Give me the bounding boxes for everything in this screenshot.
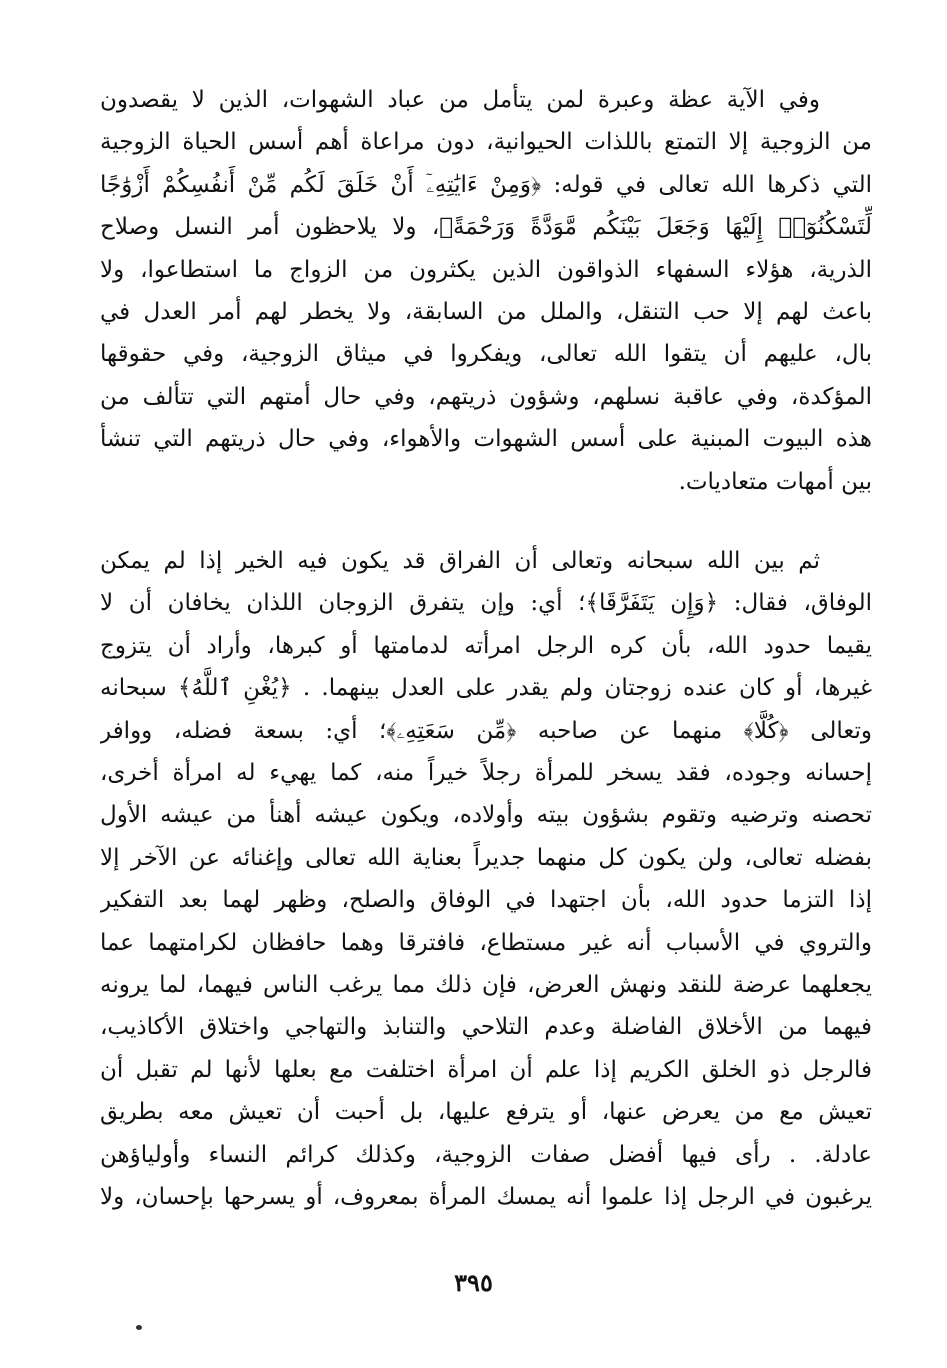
paragraph-1-line: باعث لهم إلا حب التنقل، والملل من السابقة، ولا يخطر لهم أمر العدل في [100, 299, 872, 326]
paragraph-1-line: وفي الآية عظة وعبرة لمن يتأمل من عباد الشهوات، الذين لا يقصدون [100, 87, 820, 113]
paragraph-2-line: الوفاق، فقال: ﴿وَإِن يَتَفَرَّقَا﴾؛ أي: وإن يتفرق الزوجان اللذان يخافان أن لا [100, 590, 872, 617]
paragraph-1-line: التي ذكرها الله تعالى في قوله: ﴿وَمِنْ ءَايَٰتِهِۦٓ أَنْ خَلَقَ لَكُم مِّنْ أَنفُسِكُمْ أَزْوَٰجًا [100, 171, 872, 198]
paragraph-1-line: بين أمهات متعاديات. [678, 468, 872, 495]
paragraph-2-line: يقيما حدود الله، بأن كره الرجل امرأته لدمامتها أو كبرها، وأراد أن يتزوج [100, 632, 872, 659]
paragraph-2-line: إحسانه وجوده، فقد يسخر للمرأة رجلاً خيراً منه، كما يهيء له امرأة أخرى، [100, 760, 872, 787]
paragraph-2-line: وتعالى ﴿كُلًّا﴾ منهما عن صاحبه ﴿مِّن سَعَتِهِۦ﴾؛ أي: بسعة فضله، ووافر [100, 717, 872, 744]
paragraph-2-line: غيرها، أو كان عنده زوجتان ولم يقدر على العدل بينهما. . ﴿يُغْنِ ٱللَّهُ﴾ سبحانه [100, 675, 872, 702]
paragraph-1-line: من الزوجية إلا التمتع باللذات الحيوانية، دون مراعاة أهم أسس الحياة الزوجية [100, 129, 872, 156]
paragraph-2-line: فيهما من الأخلاق الفاضلة وعدم التلاحي والتنابذ والتهاجي واختلاق الأكاذيب، [100, 1014, 872, 1041]
paragraph-2-line: تحصنه وترضيه وتقوم بشؤون بيته وأولاده، ويكون عيشه أهنأ من عيشه الأول [100, 802, 872, 829]
paragraph-2-line: بفضله تعالى، ولن يكون كل منهما جديراً بعناية الله تعالى وإغنائه عن الآخر إلا [100, 844, 872, 871]
paragraph-1-line: الذرية، هؤلاء السفهاء الذواقون الذين يكثرون من الزواج ما استطاعوا، ولا [100, 256, 872, 283]
paragraph-2-line: والتروي في الأسباب أنه غير مستطاع، فافترقا وهما حافظان لكرامتهما عما [100, 929, 872, 956]
paragraph-2-line: يجعلهما عرضة للنقد ونهش العرض، فإن ذلك مما يرغب الناس فيهما، لما يرونه [100, 972, 872, 999]
paragraph-2-line: يرغبون في الرجل إذا علموا أنه يمسك المرأة بمعروف، أو يسرحها بإحسان، ولا [100, 1184, 872, 1211]
paragraph-2 [100, 540, 872, 1219]
paragraph-1 [100, 79, 872, 503]
paragraph-2-line: تعيش مع من يعرض عنها، أو يترفع عليها، بل أحبت أن تعيش معه بطريق [100, 1099, 872, 1126]
paragraph-2-line: ثم بين الله سبحانه وتعالى أن الفراق قد يكون فيه الخير إذا لم يمكن [100, 548, 820, 574]
paragraph-1-line: هذه البيوت المبنية على أسس الشهوات والأهواء، وفي حال ذريتهم التي تنشأ [100, 426, 872, 453]
paragraph-2-line: عادلة. . رأى فيها أفضل صفات الزوجية، وكذلك كرائم النساء وأولياؤهن [100, 1141, 872, 1168]
paragraph-1-line: المؤكدة، وفي عاقبة نسلهم، وشؤون ذريتهم، وفي حال أمتهم التي تتألف من [100, 383, 872, 410]
paragraph-1-line: لِّتَسْكُنُوٓا۟ إِلَيْهَا وَجَعَلَ بَيْنَكُم مَّوَدَّةً وَرَحْمَةً﴾، ولا يلاحظون أمر النسل وصلاح [100, 214, 872, 241]
scan-speck [136, 1325, 142, 1330]
page-number: ٣٩٥ [454, 1268, 493, 1297]
paragraph-2-line: إذا التزما حدود الله، بأن اجتهدا في الوفاق والصلح، وظهر لهما بعد التفكير [100, 887, 872, 914]
paragraph-2-line: فالرجل ذو الخلق الكريم إذا علم أن امرأة اختلفت مع بعلها لأنها لم تقبل أن [100, 1056, 872, 1083]
paragraph-1-line: بال، عليهم أن يتقوا الله تعالى، ويفكروا في ميثاق الزوجية، وفي حقوقها [100, 341, 872, 368]
